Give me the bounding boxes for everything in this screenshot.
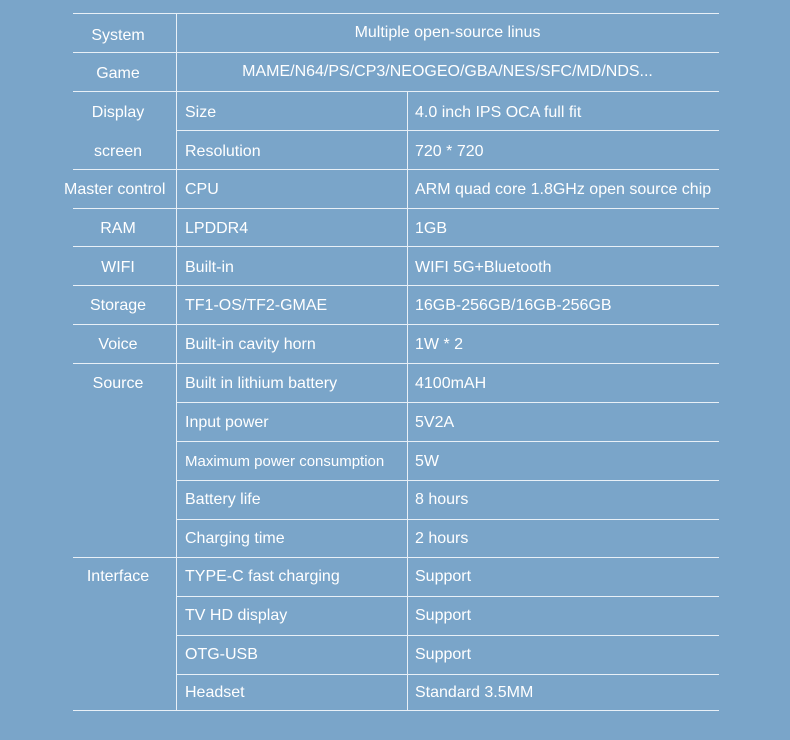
rule <box>176 519 719 520</box>
interface-value: Standard 3.5MM <box>415 684 534 701</box>
row-label-master-control: Master control <box>64 181 166 198</box>
display-size-key: Size <box>185 104 217 121</box>
ram-value: 1GB <box>415 220 448 237</box>
rule <box>176 596 719 597</box>
source-value: 8 hours <box>415 491 469 508</box>
voice-value: 1W * 2 <box>415 336 464 353</box>
column-divider <box>407 91 408 710</box>
interface-key: TV HD display <box>185 607 288 624</box>
display-resolution-key: Resolution <box>185 143 261 160</box>
row-label-wifi: WIFI <box>101 259 135 276</box>
ram-key: LPDDR4 <box>185 220 249 237</box>
source-value: 4100mAH <box>415 375 487 392</box>
row-label-system: System <box>91 27 145 44</box>
source-key: Input power <box>185 414 269 431</box>
wifi-key: Built-in <box>185 259 234 276</box>
rule <box>176 402 719 403</box>
game-value: MAME/N64/PS/CP3/NEOGEO/GBA/NES/SFC/MD/NDS... <box>242 63 653 80</box>
interface-value: Support <box>415 607 472 624</box>
rule <box>73 169 719 170</box>
rule <box>176 441 719 442</box>
wifi-value: WIFI 5G+Bluetooth <box>415 259 552 276</box>
rule <box>73 208 719 209</box>
rule <box>73 13 719 14</box>
storage-key: TF1-OS/TF2-GMAE <box>185 297 328 314</box>
row-label-display: Display <box>91 104 145 121</box>
row-label-display-line2: screen <box>93 143 143 160</box>
source-key: Maximum power consumption <box>185 453 385 470</box>
display-resolution-value: 720 * 720 <box>415 143 484 160</box>
system-value: Multiple open-source linus <box>354 24 541 41</box>
master-key: CPU <box>185 181 219 198</box>
rule <box>73 285 719 286</box>
source-key: Built in lithium battery <box>185 375 338 392</box>
interface-key: TYPE-C fast charging <box>185 568 340 585</box>
interface-key: Headset <box>185 684 245 701</box>
interface-value: Support <box>415 568 472 585</box>
rule <box>73 246 719 247</box>
storage-value: 16GB-256GB/16GB-256GB <box>415 297 612 314</box>
row-label-source: Source <box>92 375 144 392</box>
row-label-game: Game <box>96 65 140 82</box>
row-label-storage: Storage <box>89 297 147 314</box>
source-key: Charging time <box>185 530 285 547</box>
master-value: ARM quad core 1.8GHz open source chip <box>415 181 712 198</box>
row-label-interface: Interface <box>86 568 150 585</box>
rule <box>73 52 719 53</box>
row-label-ram: RAM <box>100 220 136 237</box>
rule <box>73 710 719 711</box>
row-label-voice: Voice <box>98 336 138 353</box>
rule <box>176 635 719 636</box>
source-key: Battery life <box>185 491 261 508</box>
display-size-value: 4.0 inch IPS OCA full fit <box>415 104 582 121</box>
rule <box>73 363 719 364</box>
source-value: 5V2A <box>415 414 455 431</box>
source-value: 5W <box>415 453 439 470</box>
interface-key: OTG-USB <box>185 646 258 663</box>
rule <box>176 130 719 131</box>
source-value: 2 hours <box>415 530 469 547</box>
interface-value: Support <box>415 646 472 663</box>
rule <box>176 480 719 481</box>
rule <box>73 557 719 558</box>
rule <box>73 91 719 92</box>
rule <box>176 674 719 675</box>
voice-key: Built-in cavity horn <box>185 336 316 353</box>
rule <box>73 324 719 325</box>
